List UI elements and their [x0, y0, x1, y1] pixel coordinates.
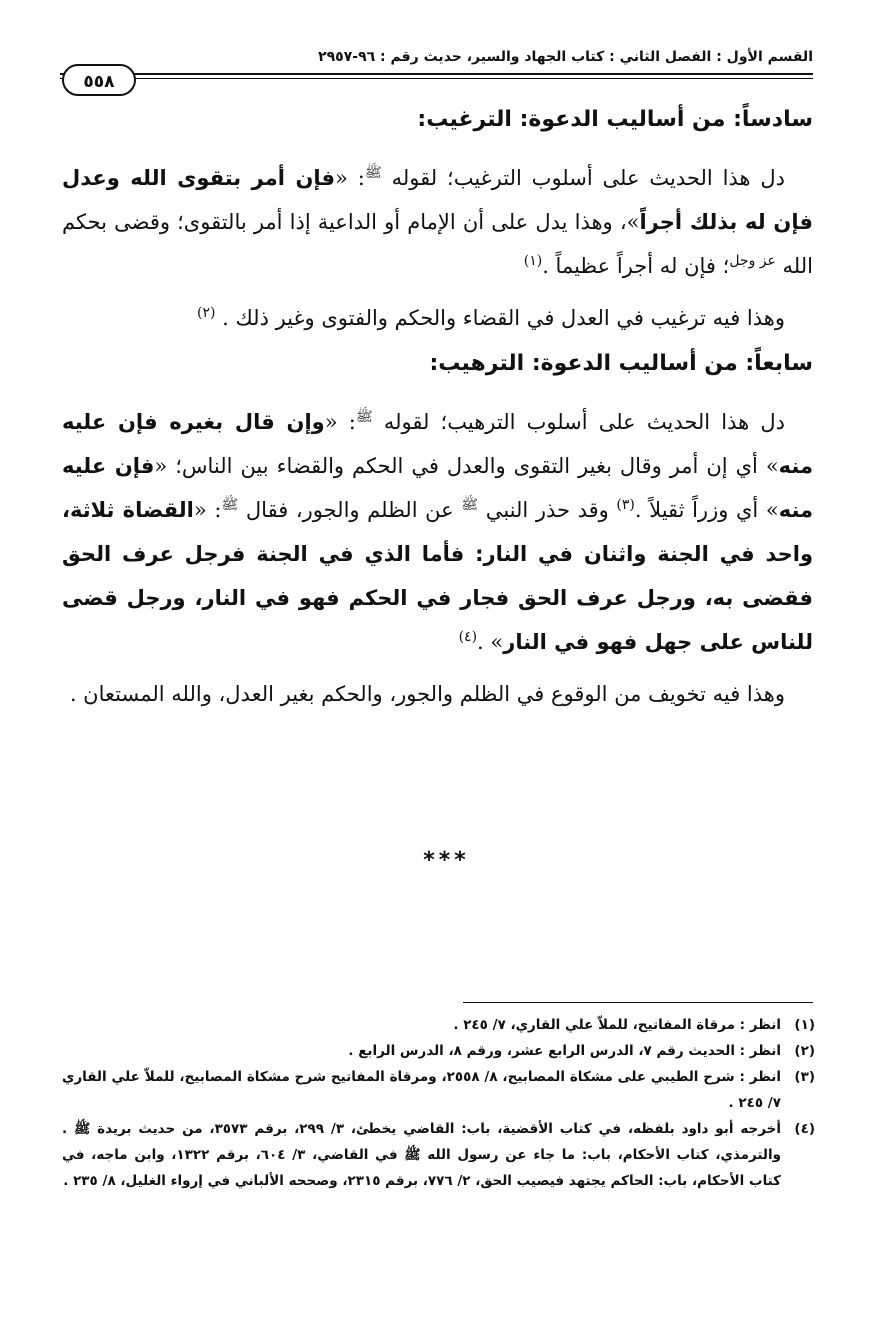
footnote-number: (٣)	[794, 1069, 815, 1085]
hadith-quote: القضاة ثلاثة، واحد في الجنة واثنان في النار: فأما الذي في الجنة فرجل عرف الحق فقضى به، ورجل عرف الحق فجار في الحكم فهو في النار، ورجل قضى للناس على جهل فهو في النار	[62, 498, 813, 654]
paragraph	[62, 156, 813, 288]
page-number: ٥٥٨	[62, 64, 136, 96]
honorific: ﷺ	[221, 497, 239, 513]
paragraph	[62, 296, 813, 340]
text-run: دل هذا الحديث على أسلوب الترهيب؛ لقوله	[372, 410, 785, 434]
footnote-text: انظر : الحديث رقم ٧، الدرس الرابع عشر، ورقم ٨، الدرس الرابع .	[348, 1043, 781, 1059]
footnote	[62, 1064, 815, 1116]
footnote-text: أخرجه أبو داود بلفظه، في كتاب الأقضية، باب: القاضي يخطئ، ٣/ ٢٩٩، برقم ٣٥٧٣، من حديث بريدة ﷺ . والترمذي، كتاب الأحكام، باب: ما جاء عن رسول الله ﷺ في القاضي، ٣/ ٦٠٤، برقم ١٣٢٢، وابن ماجه، في كتاب الأحكام، باب: الحاكم يجتهد فيصيب الحق، ٢/ ٧٧٦، برقم ٢٣١٥، وصححه الألباني في إرواء الغليل، ٨/ ٢٣٥ .	[62, 1121, 782, 1189]
header-rule-thin	[60, 78, 813, 79]
running-title: القسم الأول : الفصل الثاني : كتاب الجهاد والسير، حديث رقم : ٩٦-٢٩٥٧	[318, 49, 813, 65]
hadith-quote: فإن عليه منه	[62, 454, 814, 522]
section-divider: ***	[423, 848, 470, 873]
footnote-number: (٤)	[794, 1121, 815, 1137]
hadith-quote: وإن قال بغيره فإن عليه منه	[62, 410, 813, 478]
text-run: دل هذا الحديث على أسلوب الترغيب؛ لقوله	[381, 166, 785, 190]
footnote	[62, 1038, 815, 1064]
footnote-marker[interactable]: (٢)	[196, 305, 216, 321]
text-run: » .	[477, 630, 504, 654]
footnote-rule	[463, 1002, 813, 1003]
text-run: : «	[324, 410, 356, 434]
text-run: وهذا فيه ترغيب في العدل في القضاء والحكم والفتوى وغير ذلك .	[222, 306, 785, 330]
footnotes	[62, 1012, 815, 1194]
footnote	[62, 1012, 815, 1038]
honorific: عز وجل	[729, 253, 776, 269]
text-run: ؛ فإن له أجراً عظيماً .	[542, 254, 730, 278]
footnote-text: انظر : مرقاة المفاتيح، للملاّ علي القاري، ٧/ ٢٤٥ .	[453, 1017, 781, 1033]
text-run: » أي إن أمر وقال بغير التقوى والعدل في الحكم والقضاء بين الناس؛ «	[154, 454, 779, 478]
section-targheeb	[62, 100, 813, 340]
footnote-marker[interactable]: (٣)	[616, 497, 635, 513]
text-run: عن الظلم والجور، فقال	[238, 498, 462, 522]
honorific: ﷺ	[461, 497, 479, 513]
footnote-number: (١)	[794, 1017, 815, 1033]
footnote	[62, 1116, 815, 1194]
footnote-marker[interactable]: (١)	[523, 253, 543, 269]
text-run: » أي وزراً ثقيلاً .	[634, 498, 779, 522]
honorific: ﷺ	[364, 165, 382, 181]
text-run: وقد حذر النبي	[478, 498, 617, 522]
text-run: : «	[335, 166, 365, 190]
footnote-number: (٢)	[794, 1043, 815, 1059]
text-run: »، وهذا يدل على أن الإمام أو الداعية إذا أمر بالتقوى؛ وقضى بحكم الله	[62, 210, 813, 278]
text-run: وهذا فيه تخويف من الوقوع في الظلم والجور، والحكم بغير العدل، والله المستعان .	[69, 682, 785, 706]
text-run: : «	[193, 498, 222, 522]
section-heading: سادساً: من أساليب الدعوة: الترغيب:	[417, 107, 813, 132]
honorific: ﷺ	[355, 409, 373, 425]
paragraph	[62, 672, 813, 716]
hadith-quote: فإن أمر بتقوى الله وعدل فإن له بذلك أجراً	[62, 166, 813, 234]
header-rule	[60, 73, 813, 75]
paragraph	[62, 400, 813, 664]
footnote-marker[interactable]: (٤)	[458, 629, 478, 645]
section-tarheeb	[62, 344, 813, 716]
section-heading: سابعاً: من أساليب الدعوة: الترهيب:	[429, 351, 813, 376]
footnote-text: انظر : شرح الطيبي على مشكاة المصابيح، ٨/ ٢٥٥٨، ومرقاة المفاتيح شرح مشكاة المصابيح، للملاّ علي القاري ٧/ ٢٤٥ .	[62, 1069, 781, 1111]
